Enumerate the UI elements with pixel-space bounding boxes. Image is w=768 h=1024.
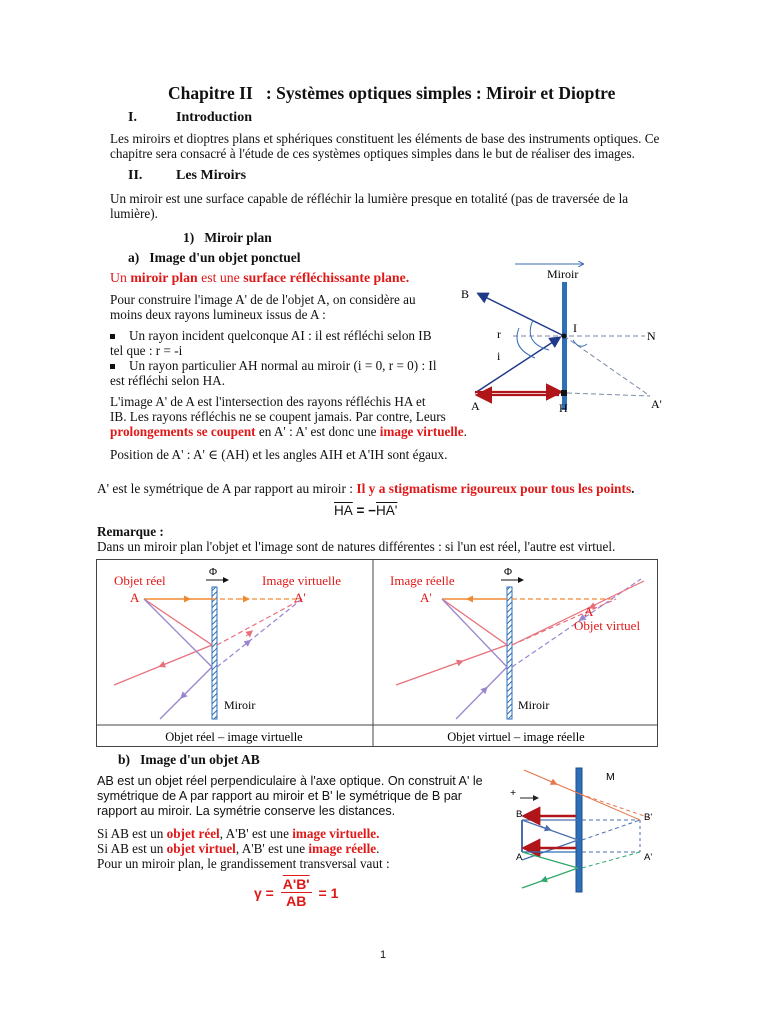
paragraph-line: Dans un miroir plan l'objet et l'image sont de natures différentes : si l'un est réel, l'autre est virtuel. xyxy=(97,539,616,554)
section-number: II. xyxy=(128,168,143,183)
page-title: Chapitre II : Systèmes optiques simples : Miroir et Dioptre xyxy=(168,83,616,103)
paragraph-line xyxy=(110,424,467,439)
text: Il y a stigmatisme rigoureux pour tous les points xyxy=(356,481,632,496)
text: Un xyxy=(110,270,131,285)
text: = 1 xyxy=(314,884,339,901)
label-r: r xyxy=(497,327,501,341)
pink-incoming xyxy=(512,581,644,645)
text: est une xyxy=(197,270,244,285)
label-i: I xyxy=(573,321,577,335)
paragraph-line xyxy=(97,841,379,856)
angle-arc-right xyxy=(573,340,587,346)
fraction xyxy=(281,876,312,909)
mirror xyxy=(212,587,217,719)
label-b: B xyxy=(461,287,470,301)
text: en A' : A' est donc une xyxy=(255,424,380,439)
paragraph-line xyxy=(97,481,635,496)
label-a: A xyxy=(516,852,523,863)
label-objet-virtuel: Objet virtuel xyxy=(574,618,641,633)
purple-incident xyxy=(144,599,212,667)
page-number: 1 xyxy=(380,949,387,961)
table-border xyxy=(97,560,658,747)
equation xyxy=(334,503,397,518)
text: image virtuelle xyxy=(379,424,464,439)
text: image réelle xyxy=(308,841,377,856)
text: Un rayon particulier AH normal au miroir (i = 0, r = 0) : Il xyxy=(129,358,437,373)
text: Un rayon incident quelconque AI : il est réfléchi selon IB xyxy=(129,328,432,343)
subsubsection-title: b) Image d'un objet AB xyxy=(118,752,260,767)
ray-green-ext xyxy=(582,852,640,868)
point-h xyxy=(561,390,567,396)
label-a: A xyxy=(130,590,140,605)
label-objet-reel: Objet réel xyxy=(114,573,166,588)
text: = − xyxy=(352,503,377,518)
paragraph-line xyxy=(110,343,182,358)
ray-blue-ref xyxy=(522,840,578,860)
text: objet réel xyxy=(166,826,220,841)
incident-ray xyxy=(475,338,559,393)
text: . xyxy=(376,841,380,856)
label-miroir: Miroir xyxy=(518,698,550,712)
paragraph-line: rapport au miroir. La symétrie conserve les distances. xyxy=(97,804,396,818)
label-a-prime: A' xyxy=(294,590,306,605)
text: prolongements se coupent xyxy=(110,424,256,439)
text: A' est le symétrique de A par rapport au miroir : xyxy=(97,481,357,496)
mirror-ray-diagram xyxy=(455,258,670,418)
paragraph-line: L'image A' de A est l'intersection des rayons réfléchis HA et xyxy=(110,394,426,409)
text: miroir plan xyxy=(130,270,198,285)
bullet-line xyxy=(110,328,432,343)
ray-blue xyxy=(522,820,578,840)
nature-table-diagram xyxy=(96,559,658,747)
ray-orange-2 xyxy=(580,794,640,820)
paragraph-line: symétrique de A par rapport au miroir et B' le symétrique de B par xyxy=(97,789,462,803)
label-phi: Φ xyxy=(504,566,513,578)
paragraph-line: Pour un miroir plan, le grandissement transversal vaut : xyxy=(97,856,390,871)
text: HA' xyxy=(376,503,398,518)
label-a: A xyxy=(584,604,594,619)
label-i-angle: i xyxy=(497,349,501,363)
subsubsection-title: a) Image d'un objet ponctuel xyxy=(128,250,301,265)
image-axis xyxy=(567,393,650,396)
angle-arc xyxy=(517,328,535,358)
text: . xyxy=(463,424,467,439)
mirror xyxy=(507,587,512,719)
label-plus: + xyxy=(510,787,517,799)
paragraph-line: Un miroir est une surface capable de réfléchir la lumière presque en totalité (pas de traversée de la xyxy=(110,191,629,206)
pink-incident xyxy=(396,645,507,685)
text: $\overline{HA}$ xyxy=(334,503,353,518)
paragraph-line: moins deux rayons lumineux issus de A : xyxy=(110,307,326,322)
reflected-ray xyxy=(479,294,564,336)
text: , A'B' est une xyxy=(219,826,293,841)
bullet-line xyxy=(110,358,437,373)
purple-incident xyxy=(456,667,507,719)
mirror xyxy=(576,768,582,892)
text: Si AB est un xyxy=(97,826,167,841)
ray-orange-ext xyxy=(580,794,650,818)
paragraph-line: est réfléchi selon HA. xyxy=(110,373,225,388)
text: tel que : r = -i xyxy=(110,343,183,358)
label-a-prime: A' xyxy=(420,590,432,605)
pink-incident xyxy=(144,599,212,645)
pink-extension xyxy=(217,599,302,645)
text: surface réfléchissante plane. xyxy=(243,270,410,285)
point-i xyxy=(562,334,567,339)
left-cell-diagram xyxy=(114,566,341,744)
denominator: AB xyxy=(286,893,307,909)
paragraph-line: lumière). xyxy=(110,206,158,221)
section-title: Introduction xyxy=(176,110,252,125)
bullet-icon xyxy=(110,334,115,339)
ray-green xyxy=(522,852,578,868)
label-b: B xyxy=(516,809,523,820)
paragraph-line: Les miroirs et dioptres plans et sphériques constituent les éléments de base des instruments optiques. Ce xyxy=(110,131,660,146)
label-image-reelle: Image réelle xyxy=(390,573,455,588)
text: Si AB est un xyxy=(97,841,167,856)
gamma-formula xyxy=(254,876,338,909)
numerator: A'B' xyxy=(282,876,310,892)
label-image-virtuelle: Image virtuelle xyxy=(262,573,342,588)
ray-green-ref xyxy=(522,868,578,888)
label-phi: Φ xyxy=(209,566,218,578)
pink-reflected xyxy=(442,599,507,645)
paragraph-line: AB est un objet réel perpendiculaire à l'axe optique. On construit A' le xyxy=(97,774,483,788)
label-n: N xyxy=(647,329,656,343)
text: , A'B' est une xyxy=(235,841,309,856)
paragraph-line: IB. Les rayons réfléchis ne se coupent jamais. Par contre, Leurs xyxy=(110,409,446,424)
text: . xyxy=(631,481,635,496)
label-a-prime: A' xyxy=(644,852,653,863)
label-a-prime: A' xyxy=(651,397,662,411)
paragraph-line xyxy=(97,826,379,841)
definition-line xyxy=(110,270,409,285)
subsection-title: 1) Miroir plan xyxy=(183,230,272,245)
label-a: A xyxy=(471,399,480,413)
text: objet virtuel xyxy=(166,841,236,856)
object-ab-diagram xyxy=(500,764,670,894)
caption-left: Objet réel – image virtuelle xyxy=(165,730,303,744)
ray-blue-ext xyxy=(582,820,640,840)
paragraph-line: Position de A' : A' ∈ (AH) et les angles AIH et A'IH sont égaux. xyxy=(110,447,448,462)
text: image virtuelle. xyxy=(292,826,380,841)
label-m: M xyxy=(606,771,615,783)
paragraph-line: chapitre sera consacré à l'étude de ces systèmes optiques simples dans le but de réaliser des images. xyxy=(110,146,635,161)
caption-right: Objet virtuel – image réelle xyxy=(447,730,585,744)
section-title: Les Miroirs xyxy=(176,168,247,183)
text: γ = xyxy=(254,884,278,901)
paragraph-line: Pour construire l'image A' de de l'objet A, on considère au xyxy=(110,292,416,307)
section-number: I. xyxy=(128,110,137,125)
label-b-prime: B' xyxy=(644,812,653,823)
bullet-icon xyxy=(110,364,115,369)
label-h: H xyxy=(559,401,568,415)
label-miroir: Miroir xyxy=(547,267,579,281)
purple-extension xyxy=(217,599,302,667)
right-cell-diagram xyxy=(390,566,644,744)
label-miroir: Miroir xyxy=(224,698,256,712)
remarque-title: Remarque : xyxy=(97,524,164,539)
